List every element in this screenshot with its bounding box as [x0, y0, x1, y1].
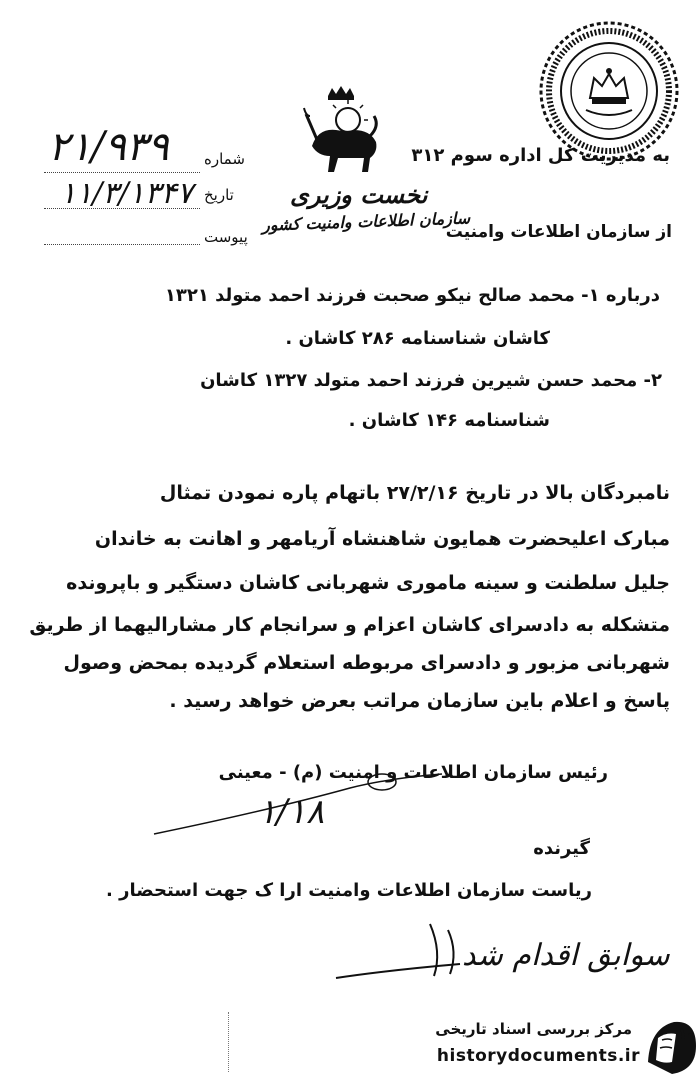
addressee-line: به مدیریت کل اداره سوم ۳۱۲ — [411, 145, 670, 166]
date-label: تاریخ — [204, 186, 234, 204]
footer-center-name: مرکز بررسی اسناد تاریخی — [435, 1020, 632, 1038]
body-line-4: متشکله به دادسرای کاشان اعزام و سرانجام کار مشارالیهما از طریق — [29, 614, 670, 636]
organization-stamp: سازمان اطلاعات وامنیت کشور — [261, 208, 471, 235]
body-line-3: جلیل سلطنت و سینه ماموری شهربانی کاشان دستگیر و باپرونده — [66, 572, 670, 594]
handwriting-strokes-icon — [330, 912, 630, 992]
subject-line-4: شناسنامه ۱۴۶ کاشان . — [348, 410, 550, 431]
body-line-1: نامبردگان بالا در تاریخ ۲۷/۲/۱۶ باتهام پاره نمودن تمثال — [159, 482, 670, 504]
body-line-2: مبارک اعلیحضرت همایون شاهنشاه آریامهر و اهانت به خاندان — [94, 528, 670, 550]
attachment-label: پیوست — [204, 228, 248, 246]
number-label: شماره — [204, 150, 245, 168]
lion-and-sun-emblem-icon — [298, 86, 384, 182]
number-underline — [44, 172, 200, 173]
ministry-title: نخست وزیری — [290, 180, 428, 209]
subject-line-1: درباره ۱- محمد صالح نیکو صحبت فرزند احمد متولد ۱۳۲۱ — [164, 285, 660, 306]
royal-seal-icon — [538, 20, 680, 162]
signature-title: رئیس سازمان اطلاعات و امنیت (م) - معینی — [218, 762, 608, 783]
signature-mark: ۱/۱۸ — [258, 792, 325, 832]
body-line-5: شهربانی مزبور و دادسرای مربوطه استعلام گردیده بمحض وصول — [63, 652, 670, 674]
subject-line-3: ۲- محمد حسن شیرین فرزند احمد متولد ۱۳۲۷ کاشان — [200, 370, 662, 391]
subject-line-2: کاشان شناسنامه ۲۸۶ کاشان . — [285, 328, 550, 349]
body-line-6: پاسخ و اعلام باین سازمان مراتب بعرض خواهد رسید . — [169, 690, 670, 712]
footer-url: historydocuments.ir — [436, 1046, 640, 1066]
page-reference: ۱- — [677, 1024, 694, 1043]
date-value: ۱۱/۳/۱۳۴۷ — [60, 176, 194, 211]
recipient-label: گیرنده — [533, 838, 590, 859]
recipient-line: ریاست سازمان اطلاعات وامنیت ارا ک جهت استحضار . — [106, 880, 592, 901]
handwritten-note: سوابق اقدام شد — [462, 938, 670, 973]
scan-artifact — [228, 1012, 230, 1072]
sender-line: از سازمان اطلاعات وامنیت — [445, 222, 672, 242]
attachment-underline — [44, 244, 200, 245]
number-value: ۲۱/۹۳۹ — [48, 124, 169, 170]
